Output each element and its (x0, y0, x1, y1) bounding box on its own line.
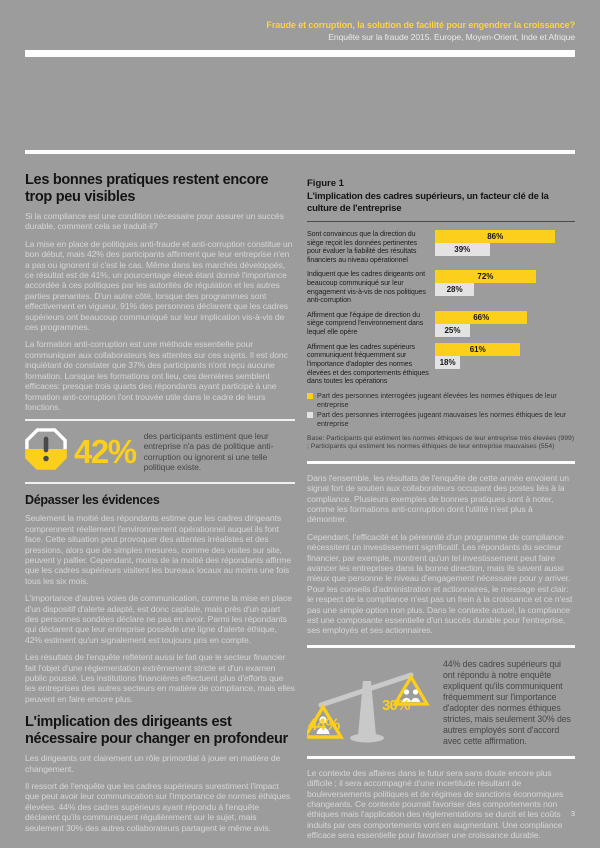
chart-row (307, 311, 575, 337)
legend-item (307, 392, 575, 410)
legend-label: Part des personnes interrogées jugeant mauvaises les normes éthiques de leur entreprise (317, 411, 567, 429)
report-header (266, 20, 575, 42)
bar-low-standards: 25% (435, 324, 470, 337)
paragraph: Les résultats de l'enquête reflètent aussi le fait que le secteur financier fait l'objet d'une réglementation extrêmement stricte et d'un examen public poussé. Les institutions financières effectuent plus d'efforts que les entreprises des autres secteurs en matière de compliance, mais elles peuvent en faire encore plus. (25, 652, 295, 704)
bar-low-standards: 39% (435, 243, 490, 256)
paragraph: Si la compliance est une condition nécessaire pour assurer un succès durable, comment cela se traduit-il? (25, 211, 284, 232)
paragraph: Cependant, l'efficacité et la pérennité d'un programme de compliance nécessitent un investissement significatif. Les répondants du secteur financier, par exemple, montrent qu'un tel investissement peut faire avancer les entreprises dans la bonne direction, mais ils savent aussi mieux que personne le niveau d'engagement nécessaire pour y arriver. Pour les conseils d'administration et actionnaires, le message est clair: le respect de la compliance n'est pas un frein à la croissance et ce n'est pas une simple option non plus. Dans le contexte actuel, la compliance est une composante essentielle d'un succès durable pour l'entreprise, ses employés et ses actionnaires. (307, 531, 573, 636)
legend-swatch-icon (307, 412, 313, 418)
stat-callout-42 (25, 419, 295, 484)
legend-swatch-icon (307, 393, 313, 399)
bar-high-standards: 61% (435, 343, 520, 356)
chart-bar-group (435, 343, 575, 386)
chart-row (307, 343, 575, 386)
chart-category-label: Affirment que l'équipe de direction du siège comprend l'environnement dans lequel elle opère (307, 310, 424, 336)
left-column (25, 172, 295, 840)
section-heading-implication-dirigeants: L'implication des dirigeants est nécessaire pour changer en profondeur (25, 714, 288, 747)
paragraph: L'importance d'autres voies de communication, comme la mise en place d'un dispositif d'alerte adapté, est donc capitale, mais près d'un quart des personnes sondées déclare ne pas en avoir. Parmi les répondants qui déclarent que leur entreprise possède une ligne d'alerte éthique, 42% estiment qu'un signalement est toujours pris en compte. (25, 593, 292, 645)
chart-category-label: Affirment que les cadres supérieurs communiquent fréquemment sur l'importance d'adopter des normes élevées et des comportements éthiques dans toutes les opérations (307, 342, 429, 386)
divider (307, 461, 575, 464)
legend-label: Part des personnes interrogées jugeant élevées les normes éthiques de leur entreprise (317, 391, 557, 409)
alert-gauge-icon (25, 428, 67, 475)
chart-bar-group (435, 270, 575, 304)
stat-callout-balance (307, 657, 575, 747)
chart-legend (307, 392, 575, 429)
paragraph: Il ressort de l'enquête que les cadres supérieurs surestiment l'impact que peut avoir leur communication sur l'importance de normes éthiques élevées. 44% des cadres supérieurs ayant répondu à l'enquête déclarent qu'ils communiquent régulièrement sur le sujet, mais seulement 30% des autres collaborateurs partagent le même avis. (25, 781, 291, 833)
figure-base-note: Base: Participants qui estiment les normes éthiques de leur entreprise très élevées (999) ; Participants qui estiment les normes éthiques de leur entreprise mauvaises (554) (307, 434, 575, 451)
divider (307, 645, 575, 648)
chart-bar-group (435, 311, 575, 337)
section-heading-bonnes-pratiques: Les bonnes pratiques restent encore trop peu visibles (25, 172, 269, 205)
content-divider (25, 150, 575, 154)
stat-caption-42: des participants estiment que leur entreprise n'a pas de politique anti-corruption ou ignorent si une telle politique existe. (143, 431, 274, 473)
bar-high-standards: 66% (435, 311, 527, 324)
bar-low-standards: 18% (435, 356, 460, 369)
report-title: Fraude et corruption, la solution de facilité pour engendrer la croissance? (266, 20, 575, 30)
figure-chart (307, 230, 575, 386)
paragraph: Dans l'ensemble, les résultats de l'enquête de cette année envoient un signal fort de soutien aux collaborateurs occupant des postes liés à la compliance. Plusieurs exemples de bonnes pratiques sont à noter, comme les formations anti-corruption dont l'utilité n'est plus à démontrer. (307, 472, 569, 525)
divider (307, 756, 575, 759)
section-heading-depasser-evidences: Dépasser les évidences (25, 493, 160, 508)
chart-bar-group (435, 230, 575, 264)
balance-scale-icon (307, 657, 443, 743)
stat-value-42: 42% (74, 432, 136, 470)
chart-row (307, 230, 575, 264)
chart-category-label: Indiquent que les cadres dirigeants ont beaucoup communiqué sur leur engagement vis-à-vis de nos politiques anti-corruption (307, 270, 426, 305)
figure-label: Figure 1 (307, 178, 344, 189)
stat-value-44: 44% (308, 714, 340, 734)
right-column (307, 178, 575, 848)
chart-row (307, 270, 575, 304)
legend-item (307, 411, 575, 429)
report-subtitle: Enquête sur la fraude 2015. Europe, Moyen-Orient, Inde et Afrique (328, 32, 575, 42)
paragraph: Seulement la moitié des répondants estime que les cadres dirigeants comprennent réellement l'environnement opérationnel auquel ils font face. Cette situation peut provoquer des attentes irréalistes et des pressions, alors que de simples mesures, comme des visites sur site, peuvent y pallier. Cependant, moins de la moitié des répondants affirme que les cadres supérieurs visitent les bureaux locaux au moins une fois tous les six mois. (25, 513, 291, 586)
stat-value-30: 30% (382, 696, 410, 714)
paragraph: La formation anti-corruption est une méthode essentielle pour communiquer aux collaborateurs les attentes sur ces sujets. Il est donc inquiétant de constater que 37% des participants n'ont reçu aucune formation. Lorsque les formations ont lieu, ces dernières semblent efficaces: presque trois quarts des répondants ayant participé à une formation anti-corruption l'ont trouvée utile dans le cadre de leurs fonctions. (25, 339, 288, 412)
paragraph: La mise en place de politiques anti-fraude et anti-corruption constitue un bon début, mais 42% des participants affirment que leur entreprise n'en a pas ou ignorent si c'est le cas. Même dans les marchés développés, ce résultat est de 41%, un pourcentage élevé étant donné l'importance accordée à ces politiques par les autorités de régulation et les autres parties prenantes. D'un autre côté, lorsque des programmes sont effectivement en vigueur, 91% des personnes déclarent que les cadres supérieurs ont beaucoup communiqué sur leur implication vis-à-vis de ces programmes. (25, 238, 293, 333)
chart-category-label: Sont convaincus que la direction du siège reçoit les données pertinentes pour évaluer la fiabilité des résultats financiers au niveau opérationnel (307, 230, 417, 264)
figure-title: L'implication des cadres supérieurs, un facteur clé de la culture de l'entreprise (307, 191, 575, 222)
bar-high-standards: 72% (435, 270, 536, 283)
page-number: 3 (570, 809, 575, 818)
bar-high-standards: 86% (435, 230, 555, 243)
stat-caption-balance: 44% des cadres supérieurs qui ont répondu à notre enquête expliquent qu'ils communiquent fréquemment sur l'importance d'adopter des normes éthiques strictes, mais seulement 30% des autres employés sont d'accord avec cette affirmation. (443, 658, 571, 746)
paragraph: Le contexte des affaires dans le futur sera sans doute encore plus difficile ; il sera accompagné d'une incertitude résultant de bouleversements politiques et de régimes de sanctions économiques changeants. Ce contexte pourrait favoriser des comportements non éthiques mais l'application des réglementations se durcit et les coûts induits par ces comportements vont en augmentant. Une compliance efficace sera essentielle pour favoriser une croissance durable. (307, 767, 564, 841)
bar-low-standards: 28% (435, 283, 474, 296)
header-divider (25, 50, 575, 57)
paragraph: Les dirigeants ont clairement un rôle primordial à jouer en matière de changement. (25, 753, 281, 774)
